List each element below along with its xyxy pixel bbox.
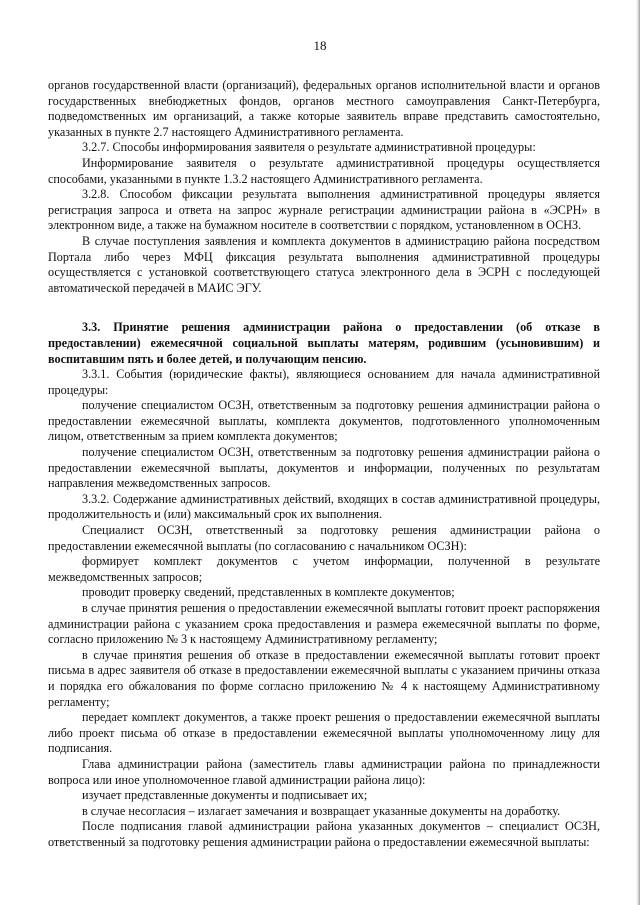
paragraph: 3.3.1. События (юридические факты), являющиеся основанием для начала административной процедуры: — [48, 367, 600, 397]
paragraph: передает комплект документов, а также проект решения о предоставлении ежемесячной выплаты либо проект письма об отказе в предоставлении ежемесячной выплаты уполномоченному лицу для подписания. — [48, 710, 600, 756]
section-heading: 3.3. Принятие решения администрации района о предоставлении (об отказе в предоставлении) ежемесячной социальной выплаты матерям, родившим (усыновившим) и воспитавшим пять и более детей, и получающим пенсию. — [48, 320, 600, 366]
paragraph: формирует комплект документов с учетом информации, полученной в результате межведомственных запросов; — [48, 554, 600, 584]
paragraph: Информирование заявителя о результате административной процедуры осуществляется способами, указанными в пункте 1.3.2 настоящего Административного регламента. — [48, 155, 600, 186]
paragraph: получение специалистом ОСЗН, ответственным за подготовку решения администрации района о предоставлении ежемесячной выплаты, документов и информации, полученных по результатам направления межведомственных запросов. — [48, 445, 600, 491]
paragraph: 3.3.2. Содержание административных действий, входящих в состав административной процедуры, продолжительность и (или) максимальный срок их выполнения. — [48, 491, 600, 522]
paragraph: органов государственной власти (организаций), федеральных органов исполнительной власти и органов государственных внебюджетных фондов, органов местного самоуправления Санкт-Петербурга, подведомственных им организаций, а также которые заявитель вправе представить самостоятельно, указанных в пункте 2.7 настоящего Административного регламента. — [48, 78, 600, 139]
document-body — [48, 78, 600, 851]
paragraph: 3.2.8. Способом фиксации результата выполнения административной процедуры является регистрация запроса и ответа на запрос журнале регистрации администрации района в «ЭСРН» в электронном виде, а также на бумажном носителе в соответствии с порядком, установленном в ОСНЗ. — [48, 187, 600, 233]
paragraph: получение специалистом ОСЗН, ответственным за подготовку решения администрации района о предоставлении ежемесячной выплаты, комплекта документов, подготовленного уполномоченным лицом, ответственным за прием комплекта документов; — [48, 398, 600, 444]
paragraph: в случае принятия решения об отказе в предоставлении ежемесячной выплаты готовит проект письма в адрес заявителя об отказе в предоставлении ежемесячной выплаты с указанием причины отказа и порядка его обжалования по форме согласно приложению № 4 к настоящему Административному регламенту; — [48, 647, 600, 709]
paragraph: Глава администрации района (заместитель главы администрации района по принадлежности вопроса или иное уполномоченное главой администрации района лицо): — [48, 756, 600, 787]
paragraph: В случае поступления заявления и комплекта документов в администрацию района посредством Портала либо через МФЦ фиксация результата выполнения административной процедуры осуществляется с установкой соответствующего статуса электронного дела в ЭСРН с последующей автоматической передачей в МАИС ЭГУ. — [48, 233, 600, 295]
paragraph: проводит проверку сведений, представленных в комплекте документов; — [82, 585, 455, 600]
paragraph: Специалист ОСЗН, ответственный за подготовку решения администрации района о предоставлении ежемесячной выплаты (по согласованию с начальником ОСЗН): — [48, 523, 600, 553]
paragraph: 3.2.7. Способы информирования заявителя о результате административной процедуры: — [82, 140, 536, 155]
paragraph: в случае принятия решения о предоставлении ежемесячной выплаты готовит проект распоряжения администрации района с указанием срока предоставления и размера ежемесячной выплаты по форме, согласно приложению № 3 к настоящему Административному регламенту; — [48, 601, 600, 647]
paragraph: изучает представленные документы и подписывает их; — [82, 788, 368, 803]
paragraph: После подписания главой администрации района указанных документов – специалист ОСЗН, ответственный за подготовку решения администрации района о предоставлении ежемесячной выплаты: — [48, 819, 600, 849]
page-number: 18 — [313, 38, 327, 53]
scan-edge-shadow — [636, 0, 640, 905]
paragraph: в случае несогласия – излагает замечания и возвращает указанные документы на доработку. — [82, 803, 561, 818]
